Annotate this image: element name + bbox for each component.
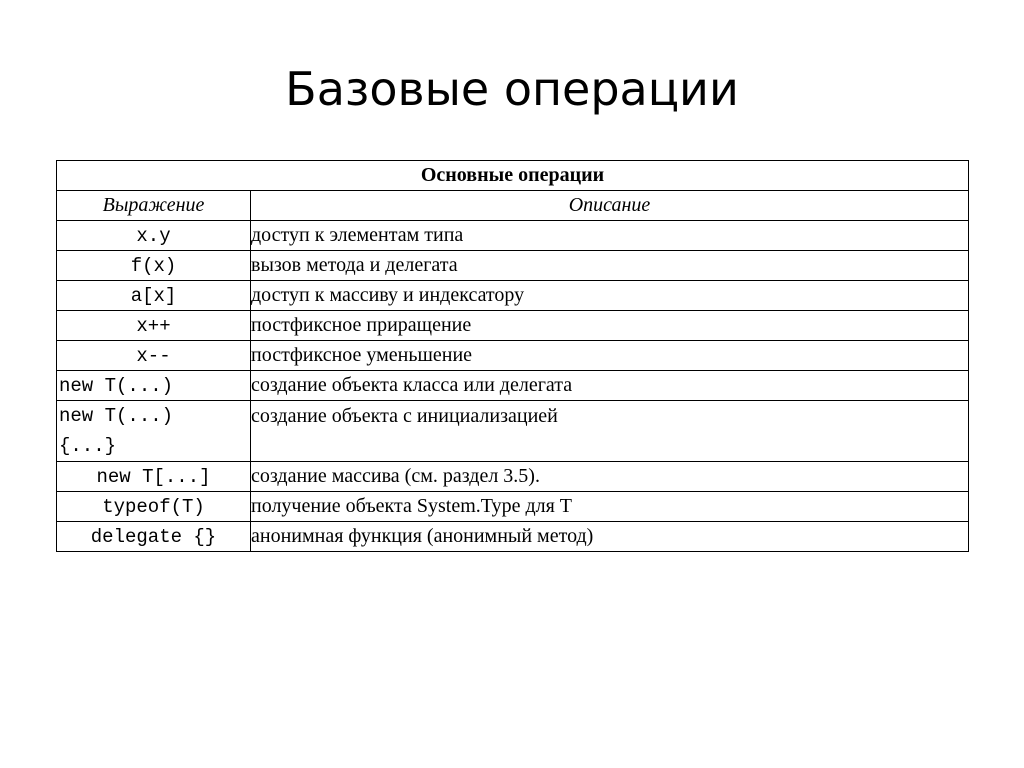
- expression-cell: typeof(T): [57, 492, 251, 522]
- table-row: [57, 311, 969, 341]
- table-row: [57, 221, 969, 251]
- table-header-row: [57, 191, 969, 221]
- table-row: [57, 522, 969, 552]
- description-cell: постфиксное приращение: [251, 311, 969, 341]
- expression-cell: a[x]: [57, 281, 251, 311]
- table-row: [57, 251, 969, 281]
- description-cell: создание объекта класса или делегата: [251, 371, 969, 401]
- table-row: [57, 281, 969, 311]
- table-row: [57, 462, 969, 492]
- operations-table: [56, 160, 969, 552]
- description-cell: анонимная функция (анонимный метод): [251, 522, 969, 552]
- table-caption-row: [57, 161, 969, 191]
- description-cell: доступ к элементам типа: [251, 221, 969, 251]
- table-row: [57, 371, 969, 401]
- expression-cell: x--: [57, 341, 251, 371]
- slide-title: Базовые операции: [285, 62, 739, 116]
- expression-cell: new T(...) {...}: [57, 401, 251, 462]
- expression-cell: delegate {}: [57, 522, 251, 552]
- description-cell: постфиксное уменьшение: [251, 341, 969, 371]
- table-row: [57, 492, 969, 522]
- table-row: [57, 401, 969, 462]
- expression-cell: f(x): [57, 251, 251, 281]
- description-cell: доступ к массиву и индексатору: [251, 281, 969, 311]
- header-expression: Выражение: [57, 191, 251, 221]
- header-description: Описание: [251, 191, 969, 221]
- table-row: [57, 341, 969, 371]
- expression-cell: x.y: [57, 221, 251, 251]
- table-caption: Основные операции: [57, 161, 969, 191]
- description-cell: создание массива (см. раздел 3.5).: [251, 462, 969, 492]
- expression-cell: new T[...]: [57, 462, 251, 492]
- expression-cell: x++: [57, 311, 251, 341]
- description-cell: вызов метода и делегата: [251, 251, 969, 281]
- description-cell: создание объекта с инициализацией: [251, 401, 969, 462]
- description-cell: получение объекта System.Type для T: [251, 492, 969, 522]
- expression-cell: new T(...): [57, 371, 251, 401]
